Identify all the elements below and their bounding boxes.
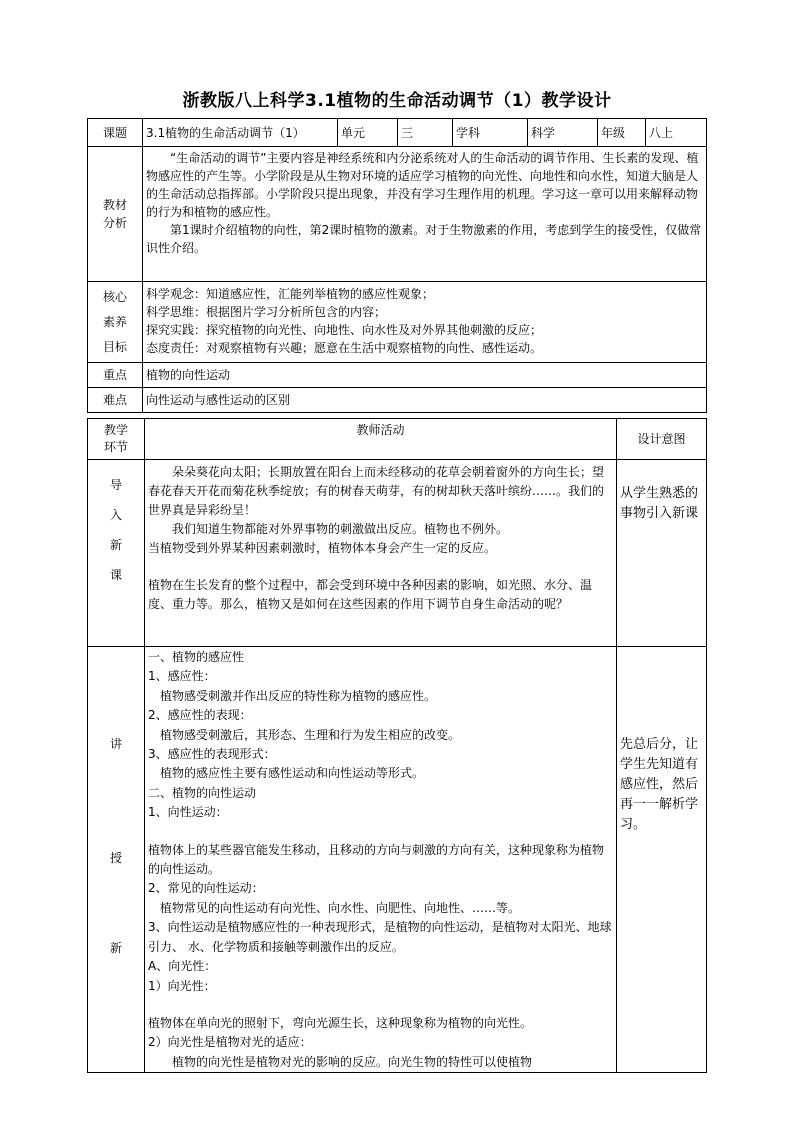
material-analysis-row (88, 147, 707, 282)
teach-line-8: 二、植物的向性运动 (148, 785, 257, 800)
teach-row (88, 647, 707, 1073)
material-label-line1: 教材 (102, 198, 127, 212)
teach-line-1: 一、植物的感应性 (148, 650, 245, 664)
intro-row (88, 460, 707, 647)
teach-teacher-activity (145, 647, 617, 1073)
teach-stage (88, 647, 145, 1073)
core-line-4: 态度责任：对观察植物有兴趣；愿意在生活中观察植物的向性、感性运动。 (146, 341, 543, 355)
difficulty-label: 难点 (88, 388, 143, 413)
teach-line-6: 3、感应性的表现形式： (148, 747, 276, 762)
intro-para-4: 植物在生长发育的整个过程中，都会受到环境中各种因素的影响，如光照、水分、温度、重力等。那么，植物又是如何在这些因素的作用下调节自身生命活动的呢？ (148, 578, 593, 611)
difficulty-row (88, 388, 707, 413)
subject-label: 学科 (453, 119, 528, 147)
unit-label: 单元 (338, 119, 398, 147)
intro-stage-char-1: 导 (109, 478, 122, 492)
info-table (87, 118, 707, 413)
core-label-line3: 目标 (102, 339, 127, 354)
material-label-line2: 分析 (102, 216, 127, 230)
intro-stage-char-3: 新 (109, 538, 122, 552)
key-point-row (88, 363, 707, 388)
teach-line-15: 1）向光性： (148, 978, 216, 993)
material-analysis-label (88, 147, 143, 282)
material-para-2: 第1课时介绍植物的向性，第2课时植物的激素。对于生物激素的作用，考虑到学生的接受性，仅做常识性介绍。 (146, 223, 702, 255)
teach-line-13: 3、向性运动是植物感应性的一种表现形式，是植物的向性运动，是植物对太阳光、地球引力、 水、化学物质和接触等刺激作出的反应。 (148, 920, 612, 954)
intro-stage (88, 460, 145, 647)
core-line-3: 探究实践：探究植物的向光性、向地性、向水性及对外界其他刺激的反应； (146, 323, 543, 337)
intro-stage-char-4: 课 (109, 568, 122, 582)
intro-stage-char-2: 入 (109, 508, 122, 522)
subject-value: 科学 (528, 119, 598, 147)
teach-stage-char-1: 讲 (109, 737, 122, 751)
intro-teacher-activity (145, 460, 617, 647)
teach-line-16: 植物体在单向光的照射下，弯向光源生长，这种现象称为植物的向光性。 (148, 1015, 533, 1030)
teach-line-2: 1、感应性： (148, 669, 216, 684)
material-para-1: “生命活动的调节”主要内容是神经系统和内分泌系统对人的生命活动的调节作用、生长素的发现、植物感应性的产生等。小学阶段是从生物对环境的适应学习植物的向光性、向地性和向水性，知道大脑是人的生命活动总指挥部。小学阶段只提出现象，并没有学习生理作用的机理。学习这一章可以用来解释动物的行为和植物的感应性。 (146, 151, 699, 219)
unit-value: 三 (398, 119, 453, 147)
teach-stage-char-2: 授 (109, 851, 122, 865)
intro-design-intent: 从学生熟悉的事物引入新课 (617, 460, 707, 647)
core-label-line1: 核心 (102, 289, 127, 304)
teach-line-3: 植物感受刺激并作出反应的特性称为植物的感应性。 (160, 688, 437, 703)
teach-line-11: 2、常见的向性运动： (148, 881, 264, 896)
core-literacy-row (88, 282, 707, 363)
design-intent-header: 设计意图 (617, 419, 707, 460)
intro-para-2: 我们知道生物都能对外界事物的刺激做出反应。植物也不例外。 (172, 522, 509, 536)
teach-line-17: 2）向光性是植物对光的适应： (148, 1035, 312, 1050)
teach-line-18: 植物的向光性是植物对光的影响的反应。向光生物的特性可以使植物 (172, 1054, 533, 1069)
core-line-2: 科学思维：根据图片学习分析所包含的内容； (146, 305, 387, 319)
teach-line-4: 2、感应性的表现： (148, 708, 252, 723)
difficulty-value: 向性运动与感性运动的区别 (143, 388, 707, 413)
teach-design-intent: 先总后分，让学生先知道有感应性，然后再一一解析学习。 (617, 647, 707, 1073)
stage-header-line2: 环节 (103, 440, 128, 454)
stage-header (88, 419, 145, 460)
teach-line-10: 植物体上的某些器官能发生移动，且移动的方向与刺激的方向有关，这种现象称为植物的向性运动。 (148, 842, 605, 877)
teach-line-7: 植物的感应性主要有感性运动和向性运动等形式。 (160, 766, 425, 781)
intro-para-3: 当植物受到外界某种因素刺激时，植物体本身会产生一定的反应。 (148, 541, 497, 555)
core-label-line2: 素养 (102, 314, 127, 329)
material-analysis-content (143, 147, 707, 282)
teach-line-5: 植物感受刺激后，其形态、生理和行为发生相应的改变。 (160, 727, 461, 742)
process-header-row (88, 419, 707, 460)
teach-line-9: 1、向性运动： (148, 805, 228, 820)
teach-line-12: 植物常见的向性运动有向光性、向水性、向肥性、向地性、……等。 (160, 900, 521, 915)
document-title: 浙教版八上科学3.1植物的生命活动调节（1）教学设计 (182, 91, 612, 111)
teach-stage-char-3: 新 (109, 941, 122, 955)
key-point-label: 重点 (88, 363, 143, 388)
teach-line-14: A、向光性： (148, 959, 217, 974)
key-point-value: 植物的向性运动 (143, 363, 707, 388)
course-value: 3.1植物的生命活动调节（1） (143, 119, 338, 147)
intro-para-1: 朵朵葵花向太阳；长期放置在阳台上而未经移动的花草会朝着窗外的方向生长；望春花春天开花而菊花秋季绽放；有的树春天萌芽，有的树却秋天落叶缤纷……。我们的世界真是异彩纷呈！ (148, 465, 605, 517)
grade-value: 八上 (646, 119, 707, 147)
core-literacy-content (143, 282, 707, 363)
teacher-activity-header: 教师活动 (145, 419, 617, 460)
course-label: 课题 (88, 119, 143, 147)
header-row (88, 119, 707, 147)
process-table (87, 418, 707, 1073)
core-literacy-label (88, 282, 143, 363)
stage-header-line1: 教学 (103, 423, 128, 437)
core-line-1: 科学观念：知道感应性，汇能列举植物的感应性观象； (146, 287, 435, 301)
grade-label: 年级 (598, 119, 646, 147)
